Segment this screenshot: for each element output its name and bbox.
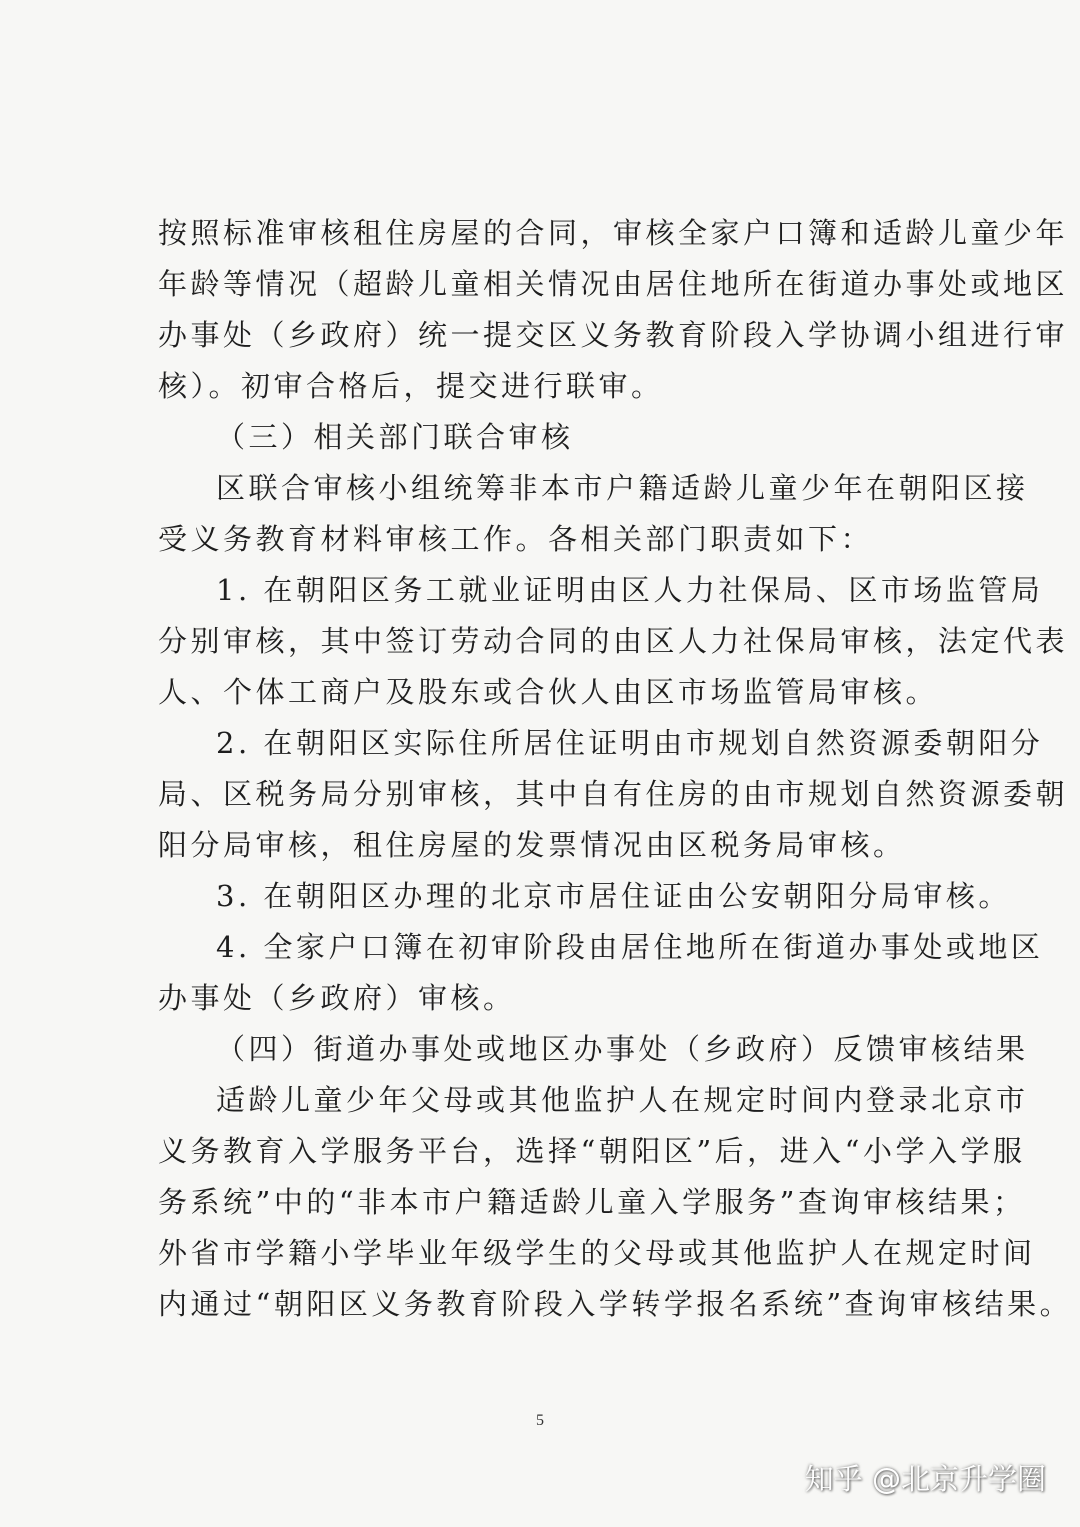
body-line-1: 按照标准审核租住房屋的合同，审核全家户口簿和适龄儿童少年 — [158, 216, 1069, 250]
list-item-3: 3. 在朝阳区办理的北京市居住证由公安朝阳分局审核。 — [216, 879, 1011, 913]
list-item-2: 2. 在朝阳区实际住所居住证明由市规划自然资源委朝阳分 — [216, 726, 1044, 760]
zhihu-watermark: 知乎 @北京升学圈 — [804, 1462, 1046, 1496]
body-line-19: 义务教育入学服务平台，选择“朝阳区”后，进入“小学入学服 — [158, 1134, 1026, 1168]
body-line-21: 外省市学籍小学毕业年级学生的父母或其他监护人在规定时间 — [158, 1236, 1036, 1270]
body-line-3: 办事处（乡政府）统一提交区义务教育阶段入学协调小组进行审 — [158, 318, 1069, 352]
list-item-1: 1. 在朝阳区务工就业证明由区人力社保局、区市场监管局 — [216, 573, 1044, 607]
body-line-22: 内通过“朝阳区义务教育阶段入学转学报名系统”查询审核结果。 — [158, 1287, 1073, 1321]
body-line-16: 办事处（乡政府）审核。 — [158, 981, 516, 1015]
body-line-10: 人、个体工商户及股东或合伙人由区市场监管局审核。 — [158, 675, 939, 709]
body-line-9: 分别审核，其中签订劳动合同的由区人力社保局审核，法定代表 — [158, 624, 1069, 658]
body-line-13: 阳分局审核，租住房屋的发票情况由区税务局审核。 — [158, 828, 906, 862]
section-heading-4: （四）街道办事处或地区办事处（乡政府）反馈审核结果 — [216, 1032, 1029, 1066]
list-item-4: 4. 全家户口簿在初审阶段由居住地所在街道办事处或地区 — [216, 930, 1044, 964]
section-heading-3: （三）相关部门联合审核 — [216, 420, 574, 454]
body-line-4: 核）。初审合格后，提交进行联审。 — [158, 369, 664, 403]
document-body — [158, 208, 1073, 1330]
body-line-20: 务系统”中的“非本市户籍适龄儿童入学服务”查询审核结果； — [158, 1185, 1026, 1219]
body-line-6: 区联合审核小组统筹非本市户籍适龄儿童少年在朝阳区接 — [216, 471, 1029, 505]
body-line-12: 局、区税务局分别审核，其中自有住房的由市规划自然资源委朝 — [158, 777, 1069, 811]
page-number: 5 — [536, 1412, 544, 1429]
body-line-2: 年龄等情况（超龄儿童相关情况由居住地所在街道办事处或地区 — [158, 267, 1069, 301]
body-line-7: 受义务教育材料审核工作。各相关部门职责如下： — [158, 522, 874, 556]
body-line-18: 适龄儿童少年父母或其他监护人在规定时间内登录北京市 — [216, 1083, 1029, 1117]
